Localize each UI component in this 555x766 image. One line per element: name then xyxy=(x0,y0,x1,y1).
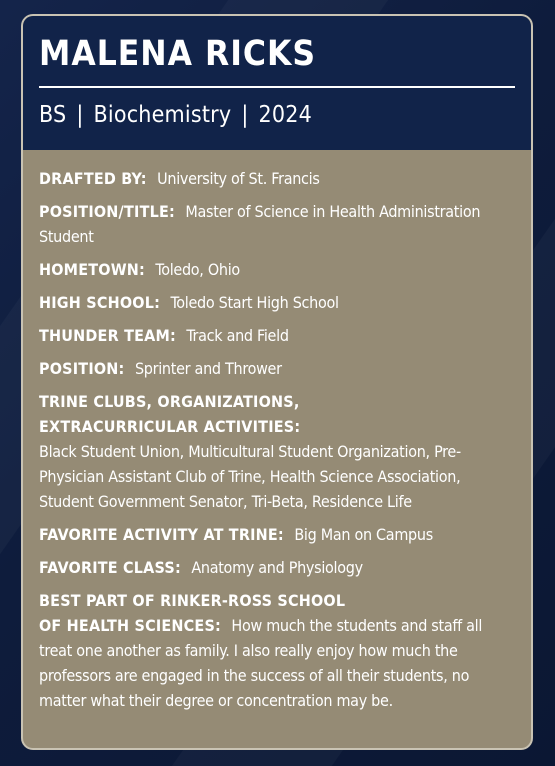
field-drafted-by xyxy=(39,166,517,191)
profile-header xyxy=(23,16,531,150)
major: Biochemistry xyxy=(93,102,232,128)
field-label: DRAFTED BY: xyxy=(39,169,147,188)
field-value: Toledo Start High School xyxy=(170,293,339,312)
field-hometown xyxy=(39,257,517,282)
graduation-year: 2024 xyxy=(258,102,312,128)
field-value: Big Man on Campus xyxy=(294,525,433,544)
field-label: BEST PART OF RINKER-ROSS SCHOOL xyxy=(39,591,346,610)
field-value: Track and Field xyxy=(186,326,289,345)
field-high-school xyxy=(39,290,517,315)
field-label: POSITION: xyxy=(39,359,125,378)
field-label: HOMETOWN: xyxy=(39,260,145,279)
field-value: Sprinter and Thrower xyxy=(134,359,282,378)
field-position xyxy=(39,356,517,381)
field-label: TRINE CLUBS, ORGANIZATIONS, xyxy=(39,392,300,411)
field-label: HIGH SCHOOL: xyxy=(39,293,161,312)
field-best-part xyxy=(39,588,517,713)
field-value: Black Student Union, Multicultural Student Organization, Pre-Physician Assistant Club of Trine, Health Science Association, Student Government Senator, Tri-Beta, Residence Life xyxy=(39,442,461,511)
field-value: How much the students and staff all treat one another as family. I also really enjoy how much the professors are engaged in the success of all their students, no matter what their degree or concentration may be. xyxy=(39,616,483,710)
profile-subline xyxy=(39,102,515,128)
field-label: OF HEALTH SCIENCES: xyxy=(39,616,221,635)
field-label: FAVORITE ACTIVITY AT TRINE: xyxy=(39,525,284,544)
field-label: POSITION/TITLE: xyxy=(39,202,175,221)
field-position-title xyxy=(39,199,517,249)
field-value: University of St. Francis xyxy=(157,169,320,188)
field-favorite-activity xyxy=(39,522,517,547)
field-label: THUNDER TEAM: xyxy=(39,326,176,345)
profile-name: MALENA RICKS xyxy=(39,34,515,88)
field-favorite-class xyxy=(39,555,517,580)
separator: | xyxy=(241,102,249,128)
field-label: EXTRACURRICULAR ACTIVITIES: xyxy=(39,417,301,436)
separator: | xyxy=(76,102,84,128)
field-clubs xyxy=(39,389,517,514)
degree: BS xyxy=(39,102,67,128)
field-value: Master of Science in Health Administration Student xyxy=(39,202,481,246)
field-value: Toledo, Ohio xyxy=(155,260,240,279)
field-label: FAVORITE CLASS: xyxy=(39,558,181,577)
profile-details xyxy=(23,150,531,713)
field-value: Anatomy and Physiology xyxy=(191,558,363,577)
field-thunder-team xyxy=(39,323,517,348)
profile-card xyxy=(21,14,533,750)
